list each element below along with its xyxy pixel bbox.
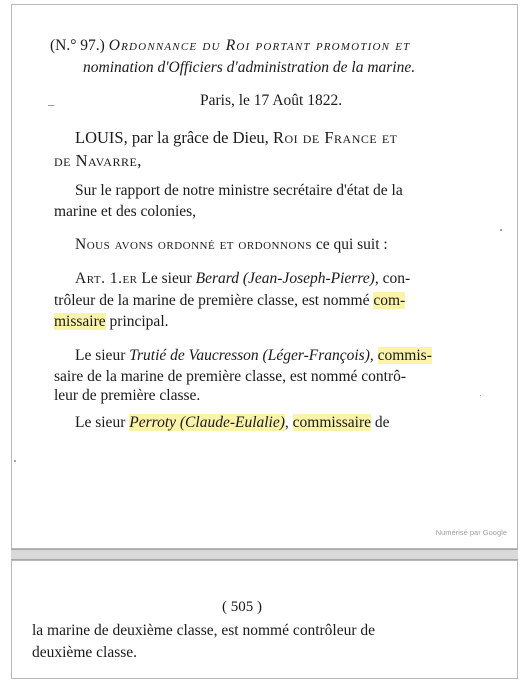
ordonne-caps: Nous avons ordonné et ordonnons (75, 236, 312, 253)
royal-title: Roi de France et (272, 128, 398, 147)
rapport-line-1: Sur le rapport de notre ministre secrétaire d'état de la (75, 182, 403, 199)
person-name-berard: Berard (Jean-Joseph-Pierre) (195, 270, 375, 287)
page-2-cutoff-line (32, 669, 36, 677)
preamble-line-2: de Navarre, (54, 151, 142, 170)
page-2-line-1: la marine de deuxième classe, est nommé contrôleur de (32, 622, 376, 639)
paper-speck (480, 395, 481, 396)
article-text: trôleur de la marine de première classe, est nommé (54, 292, 374, 309)
paper-speck (500, 229, 502, 231)
page-2-line-2: deuxième classe. (32, 644, 138, 661)
document-page-upper (11, 4, 518, 549)
article-1-line-3 (54, 312, 169, 332)
paragraph-2-line-3: leur de première classe. (54, 387, 201, 404)
dateline: Paris, le 17 Août 1822. (200, 92, 343, 109)
preamble-text: , par la grâce de Dieu, (123, 128, 273, 147)
highlight-commissaire: missaire (54, 313, 106, 330)
ordonnance-number: (N.° 97.) (50, 37, 105, 54)
highlight-commissaire: com- (373, 292, 406, 309)
person-name-trutie: Trutié de Vaucresson (Léger-François) (129, 347, 370, 364)
paragraph-text: Le sieur (75, 347, 130, 364)
margin-mark (48, 105, 54, 106)
paragraph-2-line-2: saire de la marine de première classe, est nommé contrô- (54, 368, 407, 385)
article-text: Le sieur (137, 270, 196, 287)
ordonnance-title: Ordonnance du Roi portant promotion et (108, 37, 411, 54)
paragraph-text: , (284, 414, 293, 431)
page-separator (11, 549, 518, 560)
page-number: ( 505 ) (222, 599, 262, 615)
article-text: , con- (374, 270, 411, 287)
ordonnance-heading-line-2: nomination d'Officiers d'administration de la marine. (83, 59, 416, 76)
preamble-line-1 (75, 128, 397, 148)
paragraph-text: Le sieur (75, 414, 130, 431)
rapport-line-2: marine et des colonies, (54, 203, 197, 220)
paragraph-2-line-1 (75, 346, 432, 366)
article-1-line-2 (54, 291, 405, 311)
paragraph-text: , (369, 347, 378, 364)
document-page-lower (11, 560, 518, 679)
ordonnance-heading-line-1 (50, 36, 411, 56)
paragraph-text: de (371, 414, 390, 431)
article-1-line-1 (75, 269, 410, 289)
scan-watermark: Numérisé par Google (435, 528, 507, 537)
person-name-perroty: Perroty (Claude-Eulalie) (129, 414, 285, 431)
article-text: principal. (105, 313, 169, 330)
paper-speck (14, 460, 16, 462)
paragraph-3-line-1 (75, 413, 390, 433)
king-name: LOUIS (75, 128, 124, 147)
article-label: Art. 1.er (75, 270, 138, 287)
highlight-commissaire: commissaire (292, 414, 372, 431)
ordonne-text: ce qui suit : (311, 236, 388, 253)
ordonne-line (75, 235, 388, 255)
highlight-commissaire: commis- (377, 347, 432, 364)
